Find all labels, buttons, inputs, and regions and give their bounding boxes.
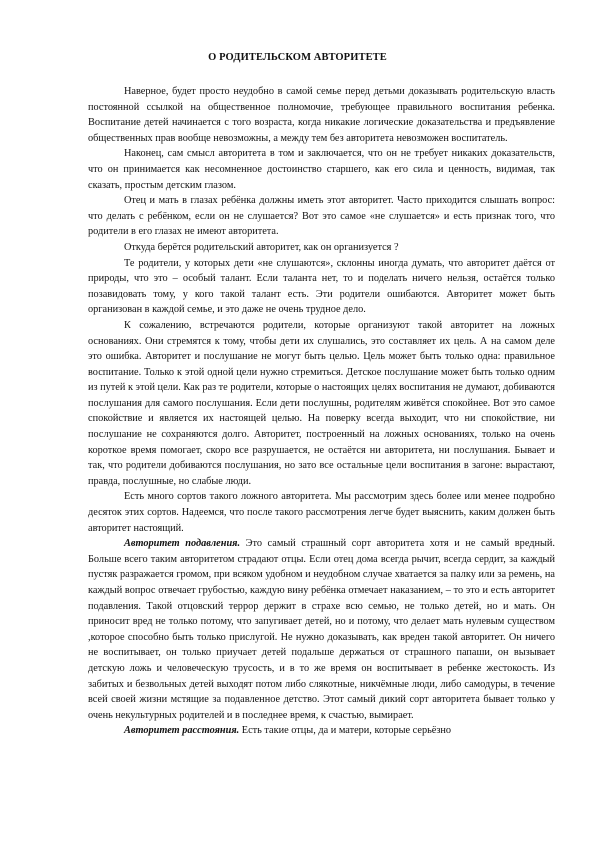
paragraph <box>88 84 555 146</box>
paragraph-text: Есть много сортов такого ложного авторитета. Мы рассмотрим здесь более или менее подробно десяток этих сортов. Надеемся, что после такого рассмотрения легче будет выяснить, каким должен быть авторитет настоящий. <box>88 491 555 534</box>
paragraph-lead: Авторитет подавления. <box>124 538 241 550</box>
paragraph <box>88 489 555 536</box>
paragraph <box>88 723 555 739</box>
paragraph-lead: Авторитет расстояния. <box>124 725 240 737</box>
paragraph <box>88 193 555 240</box>
document-title: О РОДИТЕЛЬСКОМ АВТОРИТЕТЕ <box>208 52 387 63</box>
paragraph <box>88 256 555 318</box>
paragraph-text: Откуда берётся родительский авторитет, как он организуется ? <box>124 241 399 253</box>
paragraph <box>88 318 555 490</box>
paragraph-text: Наконец, сам смысл авторитета в том и заключается, что он не требует никаких доказательств, что он принимается как несомненное достоинство старшего, как его сила и ценность, видимая, так сказать, простым детским глазом. <box>88 148 555 191</box>
paragraph-text: Наверное, будет просто неудобно в самой семье перед детьми доказывать родительскую власть постоянной ссылкой на общественное полномочие, требующее правильного воспитания ребенка. Воспитание детей начинается с того возраста, когда никакие логические доказательства и предъявление общественных прав вообще невозможны, а между тем без авторитета невозможен воспитатель. <box>88 86 555 144</box>
paragraph <box>88 240 555 256</box>
paragraph <box>88 536 555 723</box>
paragraph-text: Те родители, у которых дети «не слушаются», склонны иногда думать, что авторитет даётся от природы, что это – особый талант. Если таланта нет, то и поделать ничего нельзя, остаётся только позавидовать тому, у кого такой талант есть. Эти родители ошибаются. Авторитет может быть организован в каждой семье, и это даже не очень трудное дело. <box>88 257 555 316</box>
document-body <box>88 84 555 739</box>
paragraph-text: Отец и мать в глазах ребёнка должны иметь этот авторитет. Часто приходится слышать вопрос: что делать с ребёнком, если он не слушается? Вот это самое «не слушается» и есть признак того, что родители в его глазах не имеют авторитета. <box>88 195 555 238</box>
paragraph <box>88 146 555 193</box>
paragraph-text: Это самый страшный сорт авторитета хотя и не самый вредный. Больше всего таким авторитетом страдают отцы. Если отец дома всегда рычит, всегда сердит, за каждый пустяк разражается громом, при всяком удобном и неудобном случае хватается за палку или за ремень, на каждый вопрос отвечает грубостью, каждую вину ребёнка отмечает наказанием, – то это и есть авторитет подавления. Такой отцовский террор держит в страхе всю семью, не только детей, но и мать. Он приносит вред не только потому, что запугивает детей, но и потому, что делает мать нулевым существом ,которое способно быть только прислугой. Не нужно доказывать, как вреден такой авторитет. Он ничего не воспитывает, он только приучает детей подальше держаться от страшного папаши, он вызывает детскую ложь и человеческую трусость, и в то же время он воспитывает в ребенке жестокость. Из забитых и безвольных детей выходят потом либо слякотные, никчёмные люди, либо самодуры, в течение всей своей жизни мстящие за подавленное детство. Этот самый дикий сорт авторитета бывает только у очень некультурных родителей и в последнее время, к счастью, вымирает. <box>88 538 556 721</box>
paragraph-text: Есть такие отцы, да и матери, которые серьёзно <box>239 725 452 737</box>
paragraph-text: К сожалению, встречаются родители, которые организуют такой авторитет на ложных основаниях. Они стремятся к тому, чтобы дети их слушались, это составляет их цель. А на самом деле это ошибка. Авторитет и послушание не могут быть целью. Цель может быть только одна: правильное воспитание. Только к этой одной цели нужно стремиться. Детское послушание может быть только одним из путей к этой цели. Как раз те родители, которые о настоящих целях воспитания не думают, добиваются послушания для самого послушания. Если дети послушны, родителям живётся спокойнее. Вот это самое спокойствие и является их настоящей целью. На поверку всегда выходит, что ни спокойствие, ни послушание не сохраняются долго. Авторитет, построенный на ложных основаниях, только на очень короткое время помогает, скоро все разрушается, не остаётся ни авторитета, ни послушания. Бывает и так, что родители добиваются послушания, но зато все остальные цели воспитания в загоне: вырастают, правда, послушные, но слабые люди. <box>88 319 556 487</box>
